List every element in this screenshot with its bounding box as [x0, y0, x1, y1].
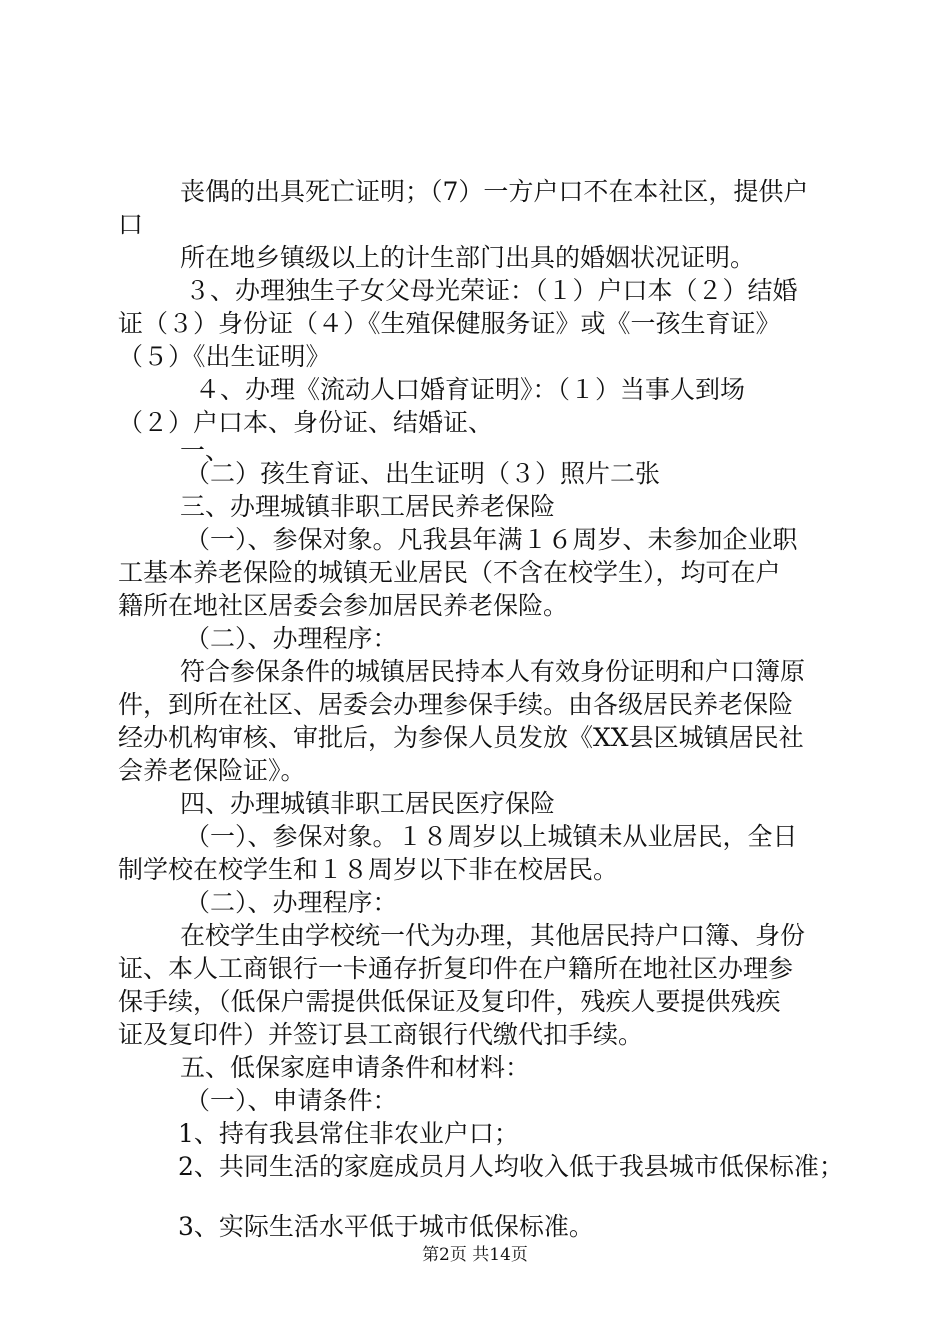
page-number: 第2页 共14页 [422, 1245, 528, 1265]
list-item: 1、持有我县常住非农业户口； [178, 1119, 519, 1148]
text-line: （二）孩生育证、出生证明（３）照片二张 [185, 459, 661, 488]
text-line: 件，到所在社区、居委会办理参保手续。由各级居民养老保险 [118, 690, 794, 719]
section-heading: 三、办理城镇非职工居民养老保险 [180, 492, 556, 521]
text-line: ３、办理独生子女父母光荣证：（１）户口本（２）结婚 [185, 276, 798, 305]
text-line: 籍所在地社区居委会参加居民养老保险。 [118, 591, 569, 620]
section-heading: 四、办理城镇非职工居民医疗保险 [180, 789, 556, 818]
text-line: 在校学生由学校统一代为办理，其他居民持户口簿、身份 [180, 921, 806, 950]
text-line: 证、本人工商银行一卡通存折复印件在户籍所在地社区办理参 [118, 954, 794, 983]
text-line: 所在地乡镇级以上的计生部门出具的婚姻状况证明。 [180, 243, 756, 272]
text-line: 一、 [180, 436, 231, 465]
text-line: 经办机构审核、审批后，为参保人员发放《XX县区城镇居民社 [118, 723, 804, 752]
text-line: 证（３）身份证（４）《生殖保健服务证》或《一孩生育证》 [118, 309, 781, 338]
text-line: （二）、办理程序： [185, 624, 398, 653]
text-line: 符合参保条件的城镇居民持本人有效身份证明和户口簿原 [180, 657, 806, 686]
text-line: 证及复印件）并签订县工商银行代缴代扣手续。 [118, 1020, 644, 1049]
text-line: ４、办理《流动人口婚育证明》：（１）当事人到场 [195, 375, 746, 404]
text-line: 丧偶的出具死亡证明；（7）一方户口不在本社区，提供户 [180, 177, 809, 206]
text-line: （２）户口本、身份证、结婚证、 [118, 408, 494, 437]
text-line: （一）、参保对象。１８周岁以上城镇未从业居民，全日 [185, 822, 798, 851]
text-line: 保手续，（低保户需提供低保证及复印件，残疾人要提供残疾 [118, 987, 781, 1016]
text-line: 工基本养老保险的城镇无业居民（不含在校学生），均可在户 [118, 558, 781, 587]
text-line: 口 [118, 210, 144, 239]
text-line: 会养老保险证》。 [118, 756, 306, 785]
section-heading: 五、低保家庭申请条件和材料： [180, 1053, 531, 1082]
text-line: （５）《出生证明》 [118, 342, 331, 371]
text-line: 制学校在校学生和１８周岁以下非在校居民。 [118, 855, 619, 884]
text-line: （二）、办理程序： [185, 888, 398, 917]
text-line: （一）、参保对象。凡我县年满１６周岁、未参加企业职 [185, 525, 798, 554]
list-item: 3、实际生活水平低于城市低保标准。 [178, 1212, 594, 1241]
text-line: （一）、申请条件： [185, 1086, 398, 1115]
list-item: 2、共同生活的家庭成员月人均收入低于我县城市低保标准； [178, 1152, 844, 1181]
